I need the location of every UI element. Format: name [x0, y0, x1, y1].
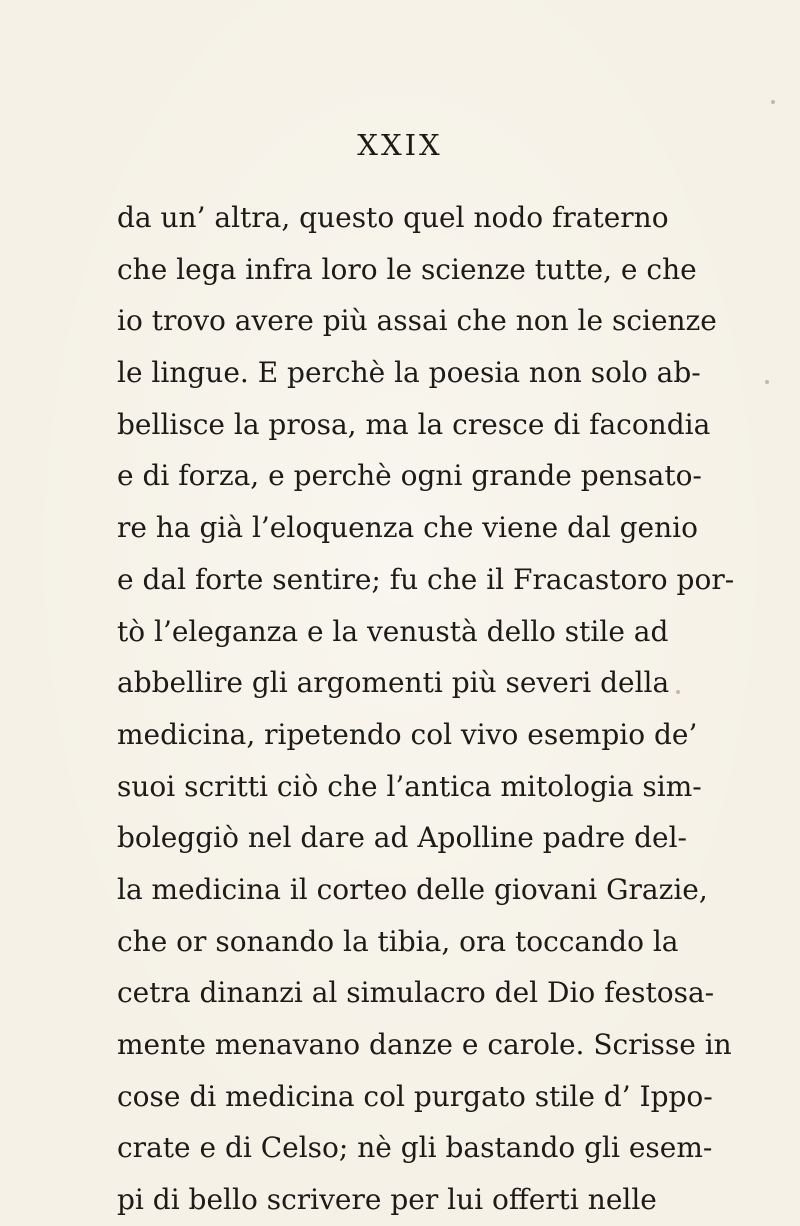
text-line: tò l’eleganza e la venustà dello stile ad — [117, 614, 669, 648]
text-line: cetra dinanzi al simulacro del Dio festosa- — [117, 976, 715, 1010]
text-line: crate e di Celso; nè gli bastando gli esem- — [117, 1131, 713, 1165]
text-line: da un’ altra, questo quel nodo fraterno — [117, 201, 669, 234]
text-line: bellisce la prosa, ma la cresce di facondia — [117, 407, 711, 441]
text-line: pi di bello scrivere per lui offerti nelle — [117, 1183, 657, 1217]
text-line: e di forza, e perchè ogni grande pensato- — [117, 459, 702, 493]
text-line: abbellire gli argomenti più severi della — [117, 666, 670, 700]
text-line: che lega infra loro le scienze tutte, e che — [117, 252, 697, 286]
text-line: e dal forte sentire; fu che il Fracastoro por- — [117, 562, 735, 596]
text-line: che or sonando la tibia, ora toccando la — [117, 924, 679, 958]
paper-speck — [676, 690, 680, 694]
text-line: medicina, ripetendo col vivo esempio de’ — [117, 717, 698, 751]
paper-speck — [771, 100, 775, 104]
text-line: boleggiò nel dare ad Apolline padre del- — [117, 821, 687, 855]
text-line: cose di medicina col purgato stile d’ Ippo- — [117, 1079, 713, 1113]
body-text — [117, 192, 735, 1226]
text-line: io trovo avere più assai che non le scienze — [117, 304, 717, 338]
text-line: re ha già l’eloquenza che viene dal genio — [117, 511, 698, 545]
text-line: mente menavano danze e carole. Scrisse in — [117, 1028, 732, 1061]
text-line: le lingue. E perchè la poesia non solo ab- — [117, 356, 701, 390]
page-number: XXIX — [357, 128, 443, 162]
text-line: suoi scritti ciò che l’antica mitologia sim- — [117, 769, 702, 803]
paper-speck — [765, 380, 769, 384]
text-line: la medicina il corteo delle giovani Grazie, — [117, 872, 708, 906]
